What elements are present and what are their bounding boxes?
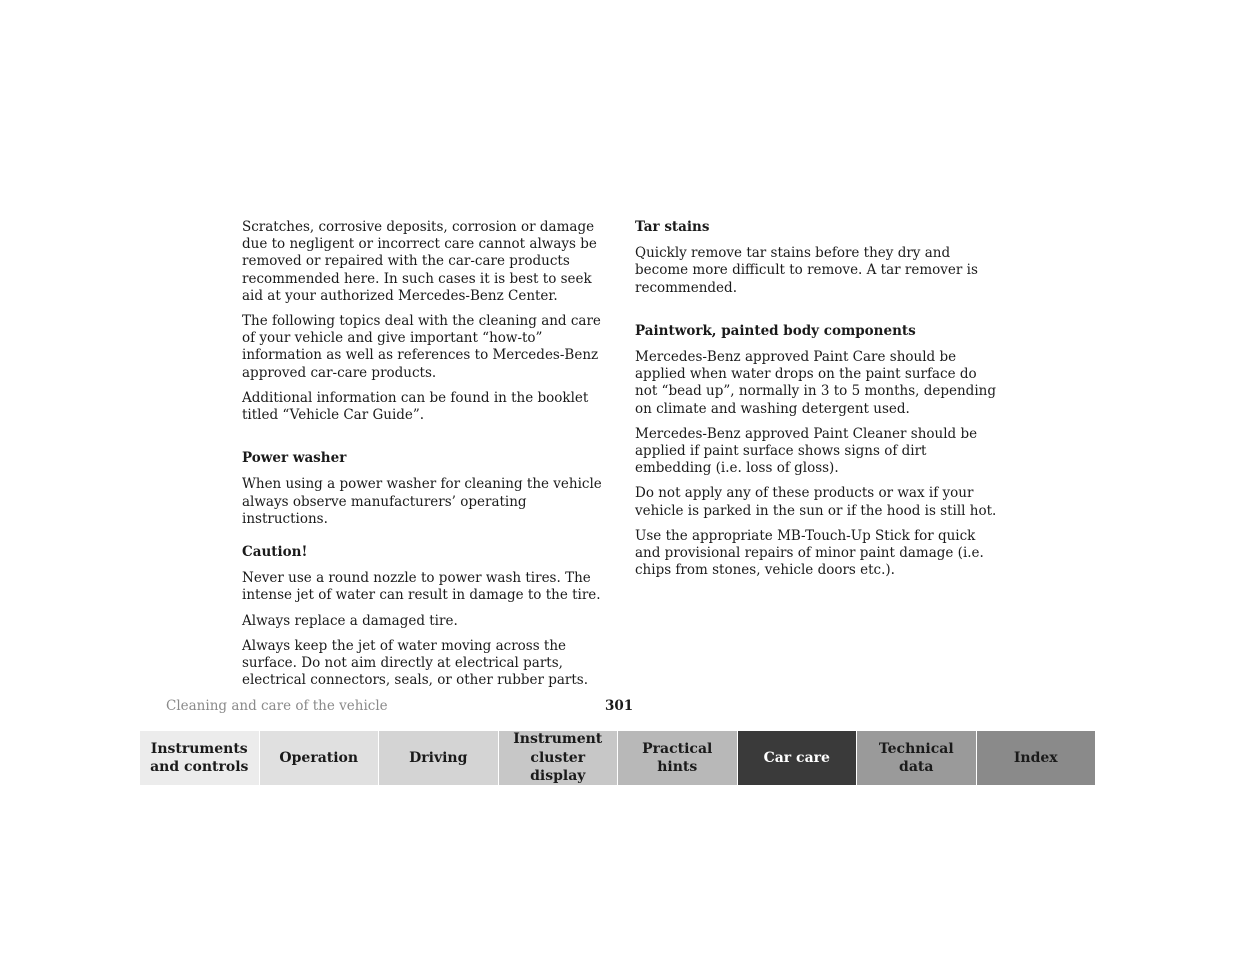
nav-index[interactable]: Index [977, 731, 1096, 785]
tar-stains-heading: Tar stains [635, 219, 710, 235]
tar-stains-text: Quickly remove tar stains before they dry and become more difficult to remove. A tar remover is recommended. [635, 245, 978, 296]
nav-instruments-and-controls[interactable]: Instruments and controls [140, 731, 260, 785]
nav-operation[interactable]: Operation [260, 731, 380, 785]
power-washer-heading: Power washer [242, 450, 347, 467]
caution-paragraph-3: Always keep the jet of water moving across the surface. Do not aim directly at electrical parts, electrical connectors, seals, or other rubber parts. [242, 637, 589, 689]
page-number: 301 [605, 698, 634, 714]
paintwork-paragraph-2: Mercedes-Benz approved Paint Cleaner should be applied if paint surface shows signs of dirt embedding (i.e. loss of gloss). [635, 425, 978, 477]
intro-paragraph-2: The following topics deal with the cleaning and care of your vehicle and give important “how-to” information as well as references to Mercedes-Benz approved car-care products. [242, 313, 601, 381]
caution-paragraph-1: Never use a round nozzle to power wash tires. The intense jet of water can result in damage to the tire. [242, 570, 601, 604]
caution-paragraph-2: Always replace a damaged tire. [242, 612, 458, 629]
paintwork-paragraph-4: Use the appropriate MB-Touch-Up Stick for quick and provisional repairs of minor paint damage (i.e. chips from stones, vehicle doors etc.). [635, 527, 984, 579]
nav-car-care-active[interactable]: Car care [738, 731, 858, 785]
section-nav-bar [140, 731, 1095, 785]
nav-instrument-cluster-display[interactable]: Instrument cluster display [499, 731, 619, 785]
nav-driving[interactable]: Driving [379, 731, 499, 785]
intro-paragraph-3: Additional information can be found in the booklet titled “Vehicle Car Guide”. [242, 389, 589, 424]
caution-heading: Caution! [242, 544, 308, 561]
right-column [635, 219, 997, 587]
nav-technical-data[interactable]: Technical data [857, 731, 977, 785]
paintwork-paragraph-1: Mercedes-Benz approved Paint Care should be applied when water drops on the paint surface do not “bead up”, normally in 3 to 5 months, depending on climate and washing detergent used. [635, 349, 996, 417]
nav-practical-hints[interactable]: Practical hints [618, 731, 738, 785]
left-column [242, 219, 602, 697]
power-washer-text: When using a power washer for cleaning the vehicle always observe manufacturers’ operating instructions. [242, 476, 602, 527]
section-title: Cleaning and care of the vehicle [166, 698, 388, 714]
intro-paragraph-1: Scratches, corrosive deposits, corrosion or damage due to negligent or incorrect care cannot always be removed or repaired with the car-care products recommended here. In such cases it is best to seek aid at your authorized Mercedes-Benz Center. [242, 219, 597, 304]
paintwork-heading: Paintwork, painted body components [635, 322, 916, 339]
paintwork-paragraph-3: Do not apply any of these products or wax if your vehicle is parked in the sun or if the hood is still hot. [635, 485, 997, 519]
